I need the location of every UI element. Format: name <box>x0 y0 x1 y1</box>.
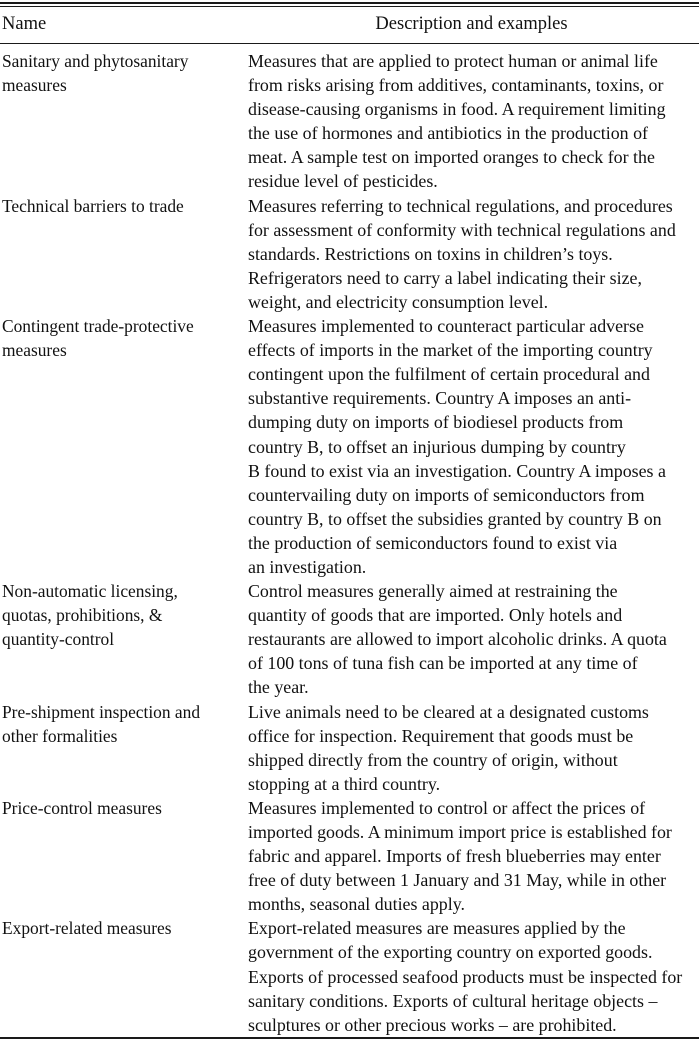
measure-name-line: Non-automatic licensing, <box>2 581 178 602</box>
measure-description-line: standards. Restrictions on toxins in children’s toys. <box>248 243 613 264</box>
column-header-name: Name <box>2 14 47 34</box>
measure-description-line: Live animals need to be cleared at a designated customs <box>248 701 649 722</box>
measure-description-line: from risks arising from additives, contaminants, toxins, or <box>248 75 664 96</box>
measure-description-line: shipped directly from the country of origin, without <box>248 749 618 770</box>
cell-measure-name <box>0 314 248 362</box>
measure-description-line: sanitary conditions. Exports of cultural heritage objects – <box>248 990 658 1011</box>
measure-description-line: government of the exporting country on exported goods. <box>248 942 653 963</box>
table-row <box>0 579 699 699</box>
cell-measure-description <box>248 796 699 916</box>
measure-description-line: of 100 tons of tuna fish can be imported at any time of <box>248 653 638 674</box>
measure-description-line: Export-related measures are measures applied by the <box>248 918 626 939</box>
table-row <box>0 916 699 1036</box>
measure-description-line: sculptures or other precious works – are prohibited. <box>248 1014 617 1035</box>
measure-name-line: Export-related measures <box>2 918 172 939</box>
measure-name-line: Contingent trade-protective <box>2 316 194 337</box>
measure-description-line: substantive requirements. Country A imposes an anti- <box>248 388 632 409</box>
measure-name-line: quantity-control <box>2 629 115 650</box>
measure-description-line: quantity of goods that are imported. Only hotels and <box>248 605 623 626</box>
cell-measure-description <box>248 314 699 579</box>
measure-description-line: stopping at a third country. <box>248 773 441 794</box>
measure-description-line: disease-causing organisms in food. A requirement limiting <box>248 99 666 120</box>
measure-description-line: months, seasonal duties apply. <box>248 894 465 915</box>
measure-name-line: Sanitary and phytosanitary <box>2 51 189 71</box>
measure-description-line: countervailing duty on imports of semiconductors from <box>248 484 645 505</box>
measure-name-line: measures <box>2 340 67 361</box>
measure-description-line: weight, and electricity consumption level. <box>248 291 549 312</box>
measure-name-line: other formalities <box>2 725 118 746</box>
measure-description-line: for assessment of conformity with technical regulations and <box>248 219 676 240</box>
cell-measure-description <box>248 194 699 314</box>
nontariff-measures-table <box>0 2 699 1035</box>
cell-measure-name <box>0 194 248 218</box>
measure-description-line: Refrigerators need to carry a label indicating their size, <box>248 267 642 288</box>
column-header-description: Description and examples <box>375 14 568 34</box>
measure-description-line: fabric and apparel. Imports of fresh blueberries may enter <box>248 846 661 867</box>
measure-description-line: the production of semiconductors found to exist via <box>248 532 618 553</box>
cell-measure-description <box>248 579 699 699</box>
measure-description-line: Measures implemented to control or affect the prices of <box>248 797 646 818</box>
measure-name-line: Price-control measures <box>2 797 162 818</box>
table-row <box>0 49 699 194</box>
measure-description-line: effects of imports in the market of the importing country <box>248 340 653 361</box>
table-row <box>0 194 699 314</box>
measure-name-line: Pre-shipment inspection and <box>2 701 201 722</box>
cell-measure-name <box>0 916 248 940</box>
measure-description-line: meat. A sample test on imported oranges to check for the <box>248 147 655 168</box>
measure-description-line: Measures implemented to counteract particular adverse <box>248 316 644 337</box>
cell-measure-description <box>248 916 699 1036</box>
table-row <box>0 700 699 796</box>
measure-name-line: quotas, prohibitions, & <box>2 605 163 626</box>
measure-description-line: the year. <box>248 677 309 698</box>
measure-description-line: Measures that are applied to protect human or animal life <box>248 51 658 71</box>
measure-description-line: Control measures generally aimed at restraining the <box>248 581 618 602</box>
cell-measure-name <box>0 579 248 651</box>
measure-description-line: Measures referring to technical regulations, and procedures <box>248 195 673 216</box>
measure-description-line: restaurants are allowed to import alcoholic drinks. A quota <box>248 629 667 650</box>
measure-description-line: the use of hormones and antibiotics in the production of <box>248 123 648 144</box>
table-header-row <box>0 7 699 43</box>
measure-description-line: Exports of processed seafood products must be inspected for <box>248 966 683 987</box>
cell-measure-name <box>0 796 248 820</box>
measure-description-line: B found to exist via an investigation. Country A imposes a <box>248 460 666 481</box>
cell-measure-name <box>0 700 248 748</box>
measure-name-line: measures <box>2 75 67 96</box>
cell-measure-description <box>248 700 699 796</box>
measure-description-line: contingent upon the fulfilment of certain procedural and <box>248 364 650 385</box>
measure-description-line: dumping duty on imports of biodiesel products from <box>248 412 624 433</box>
measure-description-line: imported goods. A minimum import price is established for <box>248 822 672 842</box>
measure-description-line: free of duty between 1 January and 31 May, while in other <box>248 870 667 891</box>
cell-measure-description <box>248 49 699 194</box>
measure-name-line: Technical barriers to trade <box>2 195 184 216</box>
table-row <box>0 796 699 916</box>
measure-description-line: an investigation. <box>248 556 367 577</box>
table-row <box>0 314 699 579</box>
table-top-rule-thick <box>0 2 699 4</box>
cell-measure-name <box>0 49 248 97</box>
measure-description-line: country B, to offset the subsidies granted by country B on <box>248 508 662 529</box>
measure-description-line: residue level of pesticides. <box>248 171 438 192</box>
table-body <box>0 44 699 1037</box>
measure-description-line: country B, to offset an injurious dumping by country <box>248 436 626 457</box>
measure-description-line: office for inspection. Requirement that goods must be <box>248 725 634 746</box>
